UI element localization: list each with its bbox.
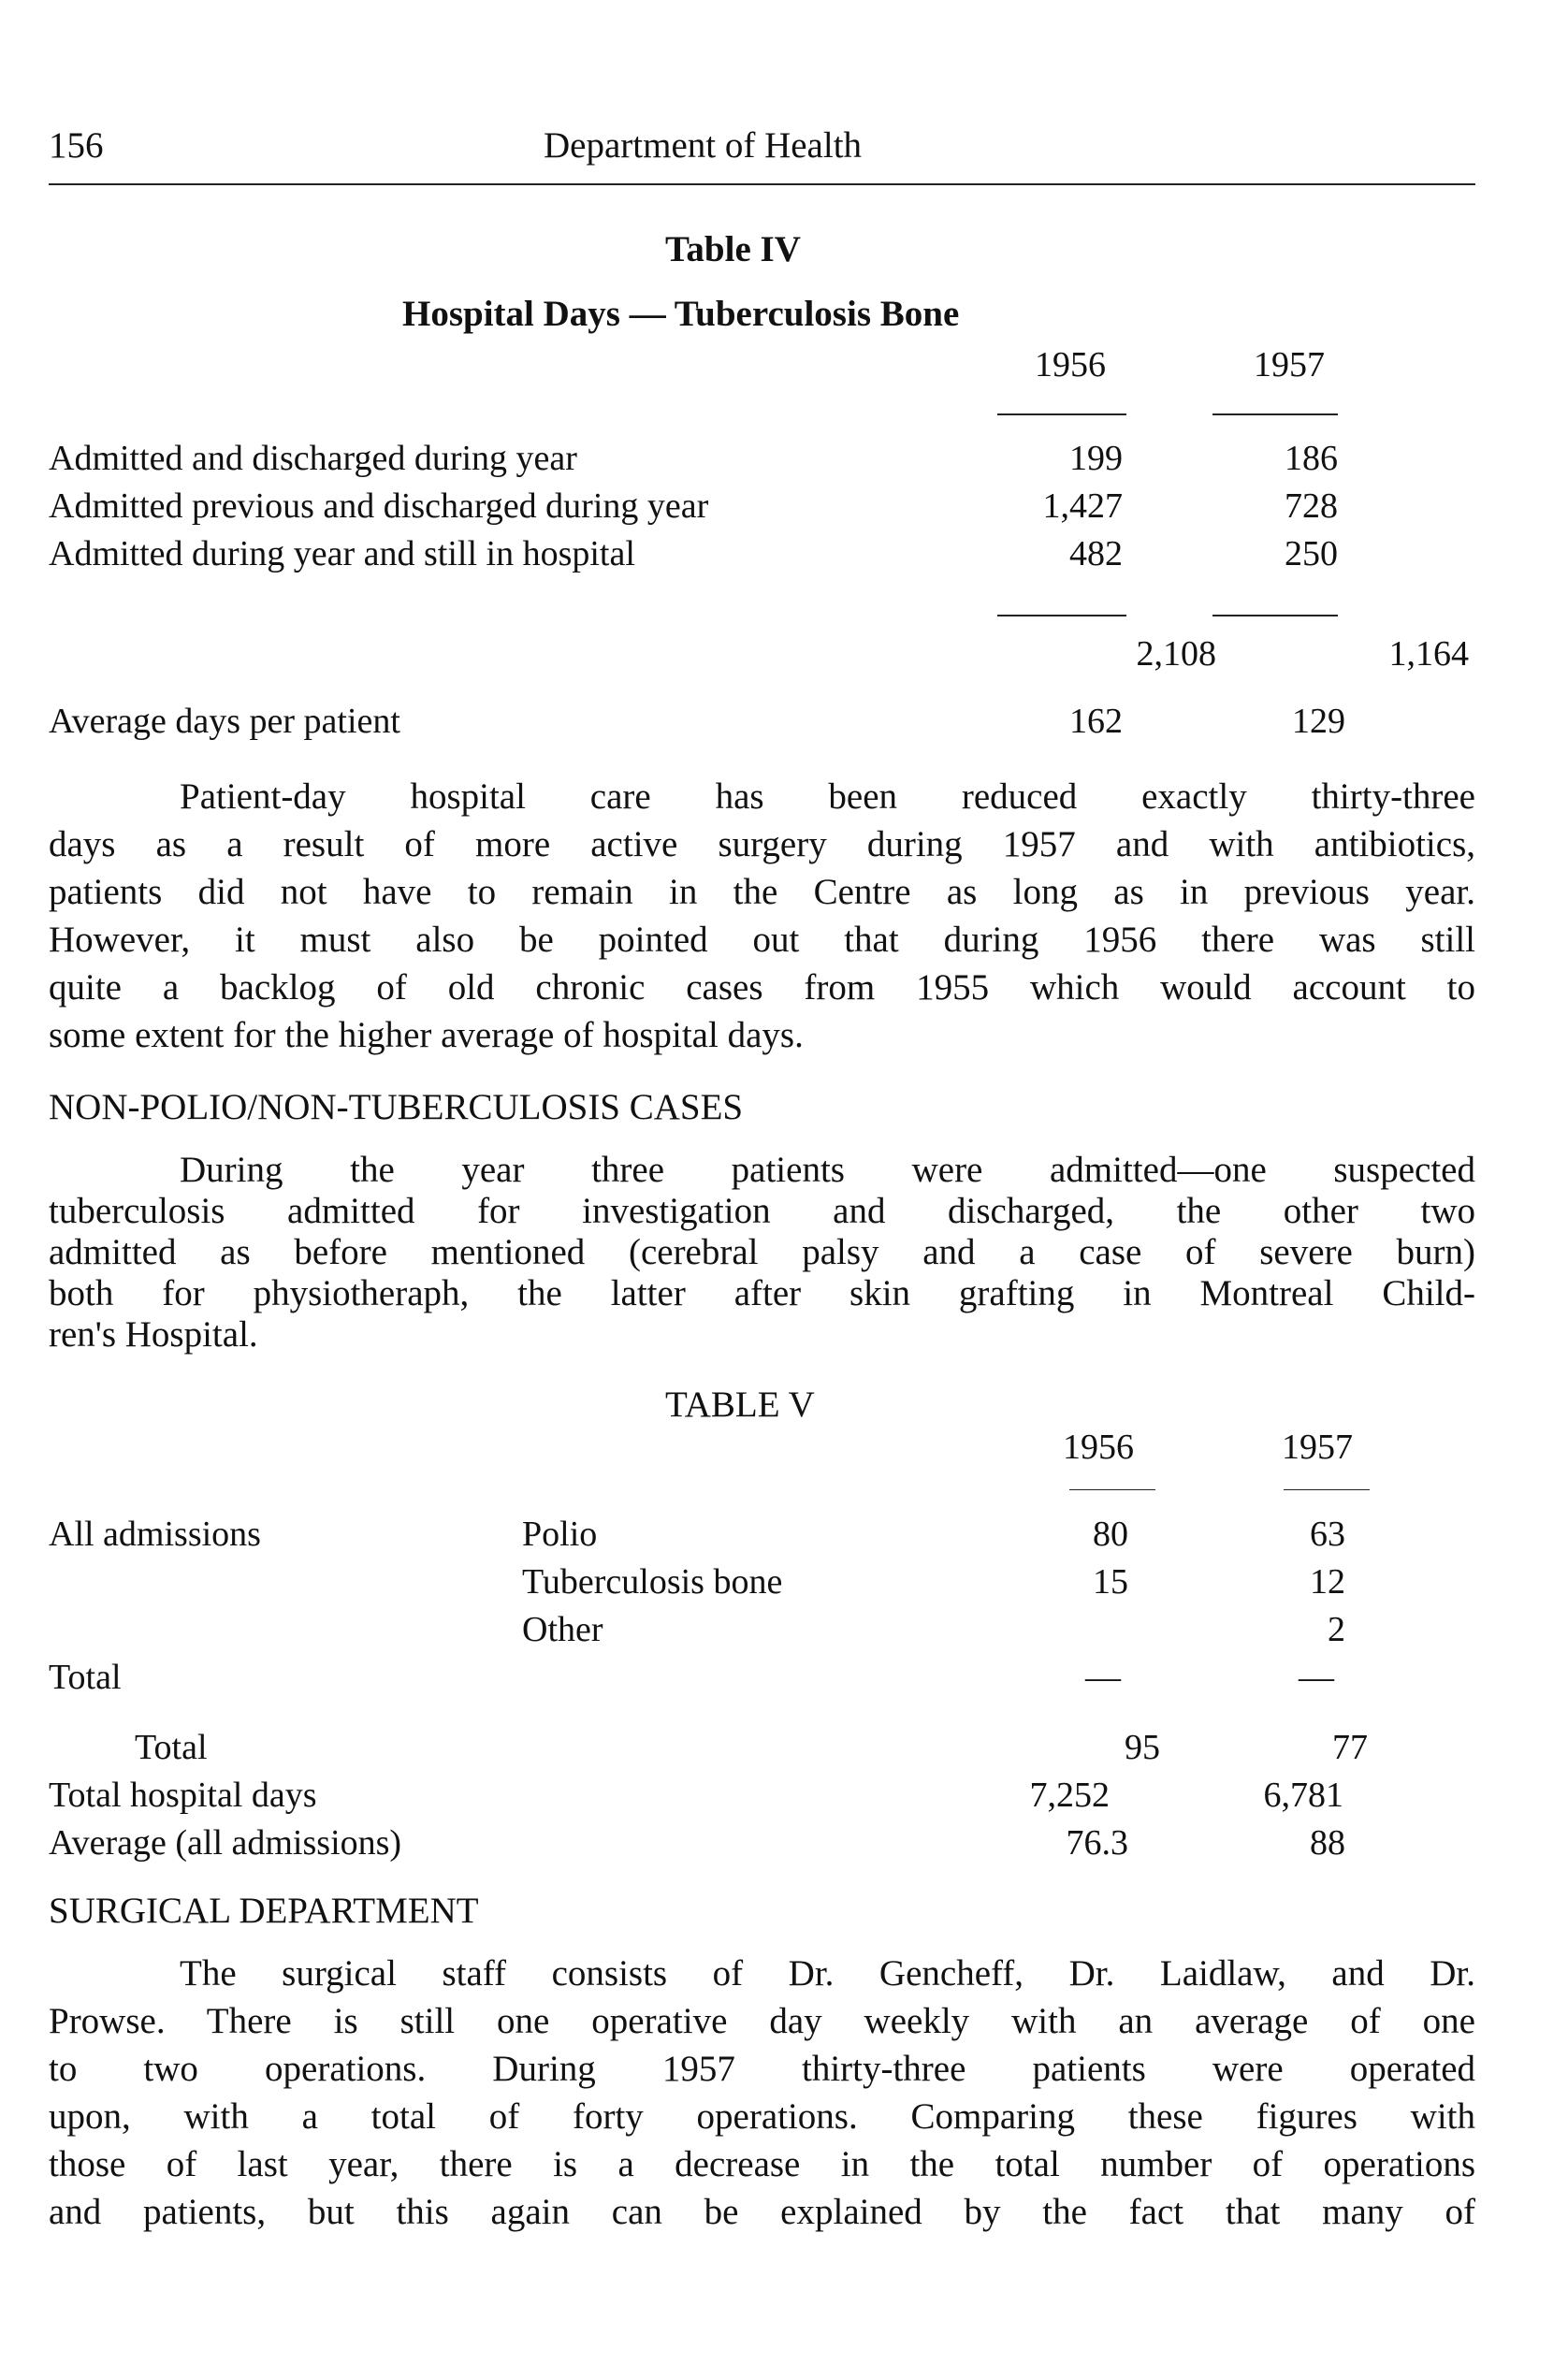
table4-title: Table IV [665,229,801,269]
table4-row-label: Admitted during year and still in hospital [49,534,635,573]
page-number: 156 [49,125,104,166]
table5-total-1956: 95 [1125,1728,1160,1767]
section-heading-nonpolio: NON-POLIO/NON-TUBERCULOSIS CASES [49,1087,744,1127]
paragraph-line: patients did not have to remain in the Centre as long as in previous year. [49,872,1475,912]
section-heading-surgical: SURGICAL DEPARTMENT [49,1891,479,1931]
table4-row-1957: 250 [1285,534,1338,573]
table5-dash-1956: — [1085,1658,1121,1697]
paragraph-line: admitted as before mentioned (cerebral palsy and a case of severe burn) [49,1232,1475,1272]
table4-rule-1956 [997,413,1126,415]
table4-row-1956: 482 [1069,534,1123,573]
table5-avg-label: Average (all admissions) [49,1823,402,1863]
table5-rule-1957 [1284,1489,1370,1490]
table5-rule-1956 [1069,1489,1155,1490]
paragraph-line: Prowse. There is still one operative day weekly with an average of one [49,2001,1475,2041]
paragraph-line: those of last year, there is a decrease in the total number of operations [49,2144,1475,2184]
table4-row-label: Admitted and discharged during year [49,439,577,478]
table5-row-label: Other [522,1610,603,1649]
table5-avg-1956: 76.3 [1066,1823,1128,1863]
paragraph-line: The surgical staff consists of Dr. Gencheff, Dr. Laidlaw, and Dr. [180,1953,1475,1994]
table4-average-1956: 162 [1069,702,1123,741]
table5-row-1957: 12 [1310,1562,1345,1602]
paragraph-surgical [49,1950,1475,2236]
table4-row-label: Admitted previous and discharged during year [49,486,709,526]
paragraph-line: days as a result of more active surgery during 1957 and with antibiotics, [49,824,1475,864]
table5-group-label: All admissions [49,1515,261,1554]
paragraph-line: Patient-day hospital care has been reduced exactly thirty-three [180,776,1475,817]
paragraph-line: to two operations. During 1957 thirty-three patients were operated [49,2049,1475,2089]
table5-avg-1957: 88 [1310,1823,1345,1863]
table4-row-1956: 1,427 [1042,486,1123,526]
table4-total-rule-1956 [997,615,1126,616]
table4-total-1957: 1,164 [1388,634,1469,674]
table4-row-1957: 186 [1285,439,1338,478]
paragraph-line: quite a backlog of old chronic cases from 1955 which would account to [49,967,1475,1008]
table4-average-1957: 129 [1292,702,1345,741]
header-rule [49,183,1475,185]
table4-total-rule-1957 [1212,615,1338,616]
table5-row-label: Tuberculosis bone [522,1562,783,1602]
table5-total-1957: 77 [1332,1728,1368,1767]
table4-row-1956: 199 [1069,439,1123,478]
paragraph-line: upon, with a total of forty operations. Comparing these figures with [49,2096,1475,2137]
table4-subtitle: Hospital Days — Tuberculosis Bone [402,294,960,334]
table5-col-1957: 1957 [1282,1428,1353,1467]
table4-total-1956: 2,108 [1136,634,1216,674]
paragraph-line: ren's Hospital. [49,1314,258,1355]
table5-row-1956: 15 [1093,1562,1128,1602]
table5-row-1957: 63 [1310,1515,1345,1554]
table5-title: TABLE V [665,1385,815,1425]
paragraph-line: tuberculosis admitted for investigation and discharged, the other two [49,1191,1475,1231]
paragraph-nonpolio [49,1150,1475,1356]
table5-total-label-b: Total [135,1728,208,1767]
table5-days-1956: 7,252 [1029,1776,1110,1815]
paragraph-line: During the year three patients were admitted—one suspected [180,1150,1475,1190]
table5-days-label: Total hospital days [49,1776,317,1815]
paragraph-line: However, it must also be pointed out that during 1956 there was still [49,920,1475,960]
table5-dash-1957: — [1299,1658,1334,1697]
paragraph-line: both for physiotheraph, the latter after skin grafting in Montreal Child- [49,1273,1475,1313]
table5-days-1957: 6,781 [1263,1776,1343,1815]
table5-row-1957: 2 [1328,1610,1345,1649]
paragraph-line: and patients, but this again can be explained by the fact that many of [49,2192,1475,2232]
running-header-title: Department of Health [544,125,863,166]
paragraph-hospital-care [49,773,1475,1059]
table4-row-1957: 728 [1285,486,1338,526]
table5-row-label: Polio [522,1515,598,1554]
table4-col-1957: 1957 [1254,345,1325,384]
paragraph-line: some extent for the higher average of hospital days. [49,1015,804,1055]
table4-average-label: Average days per patient [49,702,400,741]
table4-rule-1957 [1212,413,1338,415]
table5-row-1956: 80 [1093,1515,1128,1554]
table5-total-label-a: Total [49,1658,122,1697]
table5-col-1956: 1956 [1063,1428,1134,1467]
table4-col-1956: 1956 [1035,345,1106,384]
